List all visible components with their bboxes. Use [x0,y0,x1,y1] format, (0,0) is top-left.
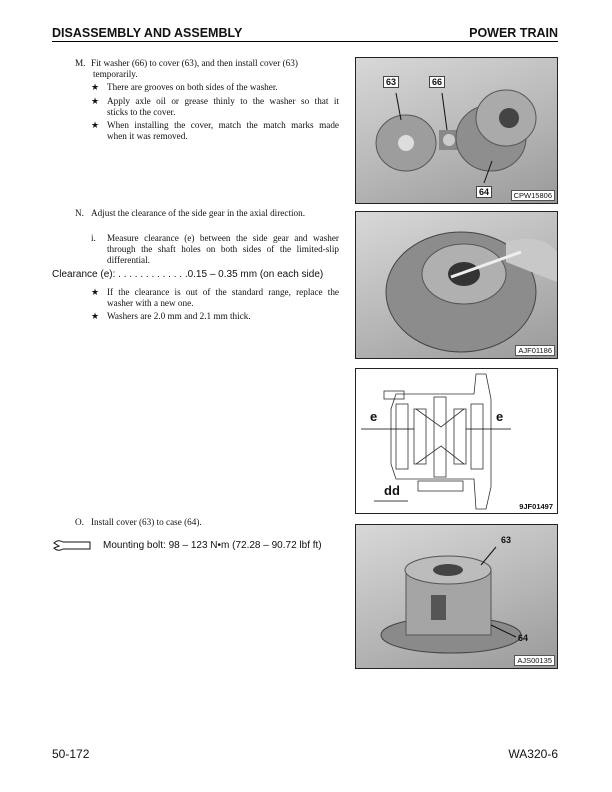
note: Washers are 2.0 mm and 2.1 mm thick. [107,311,251,321]
callout-label: 63 [383,76,399,88]
figure-washer-cover-photo [355,57,558,204]
step-m-text-cont: temporarily. [93,69,138,79]
page-number: 50-172 [52,747,90,761]
wrench-icon [52,539,92,553]
step-n-text: Adjust the clearance of the side gear in the axial direction. [91,208,306,218]
substep-line: through the shaft holes on both sides of the limited-slip [107,244,339,254]
star-icon: ★ [91,311,100,321]
step-n-marker: N. [75,208,84,218]
callout-label: 63 [501,535,512,545]
dimension-label-e-right: e [496,409,504,424]
note: When installing the cover, match the match marks made [107,120,339,130]
substep-line: Measure clearance (e) between the side gear and washer [107,233,339,243]
figure-code: CPW15806 [511,190,555,201]
star-icon: ★ [91,287,100,297]
dimension-label-dd: dd [384,483,400,498]
section-title: DISASSEMBLY AND ASSEMBLY [52,26,243,40]
chapter-title: POWER TRAIN [469,26,558,40]
note: If the clearance is out of the standard range, replace the [107,287,339,297]
torque-spec: Mounting bolt: 98 – 123 N•m (72.28 – 90.72 lbf ft) [103,540,322,551]
note-cont: washer with a new one. [107,298,194,308]
step-m-marker: M. [75,58,86,68]
callout-label: 64 [518,633,529,643]
step-o-marker: O. [75,517,84,527]
figure-install-cover-photo [355,524,558,669]
step-o-text: Install cover (63) to case (64). [91,517,202,527]
note: There are grooves on both sides of the washer. [107,82,278,92]
model-number: WA320-6 [508,747,558,761]
clearance-spec: Clearance (e): . . . . . . . . . . . . .0.15 – 0.35 mm (on each side) [52,269,324,280]
callout-label: 66 [429,76,445,88]
figure-clearance-measure-photo [355,211,558,359]
star-icon: ★ [91,120,100,130]
figure-code: 9JF01497 [519,502,553,511]
figure-code: AJF01186 [515,345,555,356]
step-m-text: Fit washer (66) to cover (63), and then install cover (63) [91,58,298,68]
figure-clearance-diagram [355,368,558,514]
figure-code: AJS00135 [514,655,555,666]
substep-line: differential. [107,255,150,265]
star-icon: ★ [91,82,100,92]
note: Apply axle oil or grease thinly to the washer so that it [107,96,339,106]
star-icon: ★ [91,96,100,106]
header-rule [52,41,558,42]
note-cont: when it was removed. [107,131,188,141]
substep-marker: i. [91,233,96,243]
note-cont: sticks to the cover. [107,107,176,117]
dimension-label-e-left: e [370,409,378,424]
callout-label: 64 [476,186,492,198]
